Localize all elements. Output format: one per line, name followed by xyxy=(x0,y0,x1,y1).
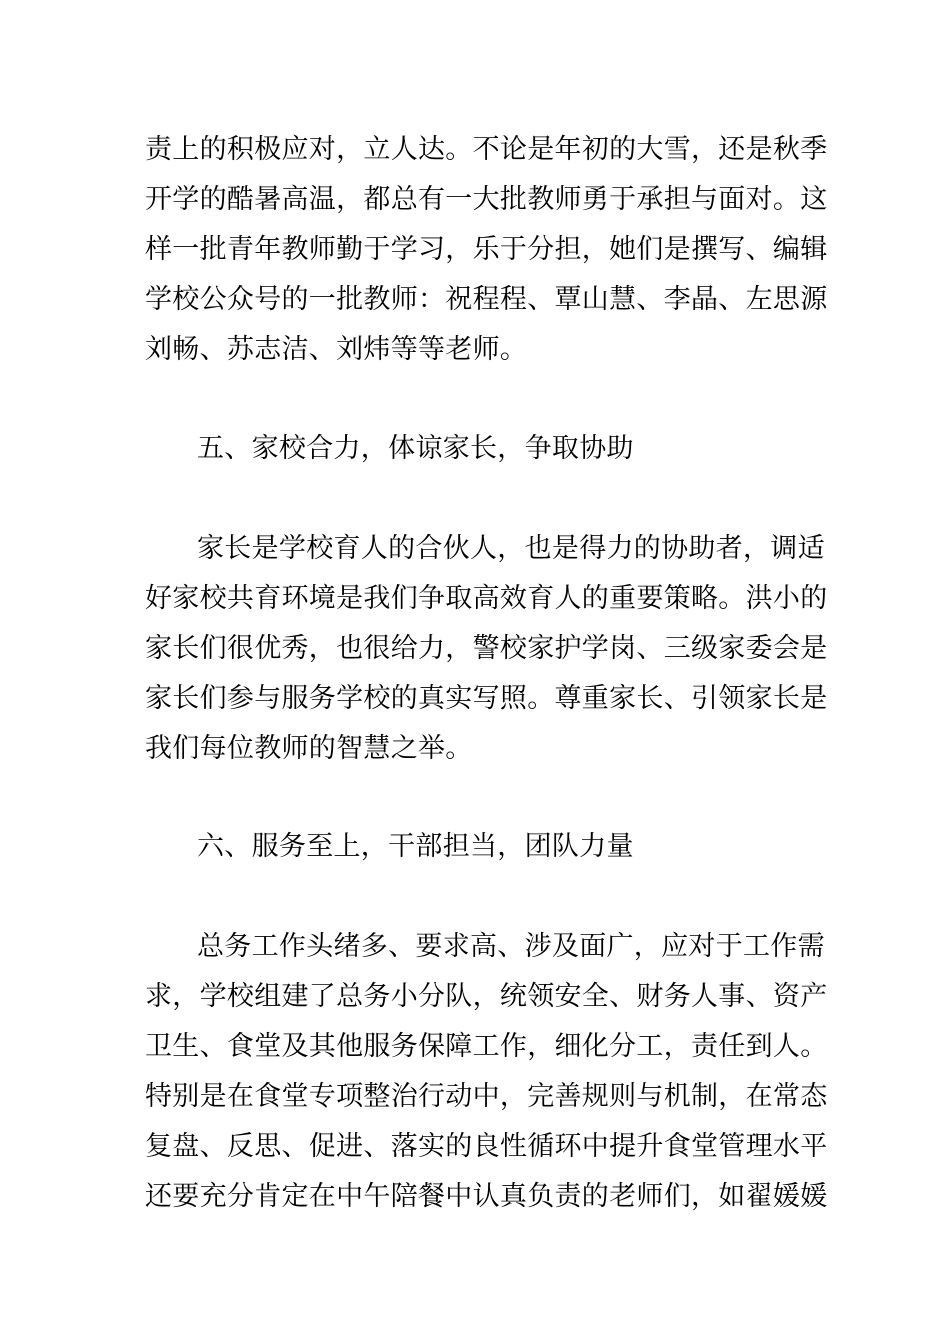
section-heading-5: 五、家校合力，体谅家长，争取协助 xyxy=(197,433,634,464)
paragraph-line: 求，学校组建了总务小分队，统领安全、财务人事、资产 xyxy=(145,981,828,1012)
paragraph-line: 复盘、反思、促进、落实的良性循环中提升食堂管理水平 xyxy=(145,1131,828,1162)
paragraph-line: 责上的积极应对，立人达。不论是年初的大雪，还是秋季 xyxy=(145,134,828,165)
paragraph-line: 家长们很优秀，也很给力，警校家护学岗、三级家委会是 xyxy=(145,633,828,664)
section-heading-6: 六、服务至上，干部担当，团队力量 xyxy=(197,831,634,862)
paragraph-line: 总务工作头绪多、要求高、涉及面广，应对于工作需 xyxy=(197,931,825,962)
paragraph-line: 家长是学校育人的合伙人，也是得力的协助者，调适 xyxy=(197,533,825,564)
paragraph-line: 学校公众号的一批教师：祝程程、覃山慧、李晶、左思源 xyxy=(145,284,828,315)
paragraph-line: 好家校共育环境是我们争取高效育人的重要策略。洪小的 xyxy=(145,583,828,614)
paragraph-line: 家长们参与服务学校的真实写照。尊重家长、引领家长是 xyxy=(145,683,828,714)
paragraph-line: 开学的酷暑高温，都总有一大批教师勇于承担与面对。这 xyxy=(145,184,828,215)
paragraph-line: 特别是在食堂专项整治行动中，完善规则与机制，在常态 xyxy=(145,1081,828,1112)
paragraph-line: 卫生、食堂及其他服务保障工作，细化分工，责任到人。 xyxy=(145,1031,828,1062)
paragraph-line: 我们每位教师的智慧之举。 xyxy=(145,733,473,764)
paragraph-line: 刘畅、苏志洁、刘炜等等老师。 xyxy=(145,334,528,365)
paragraph-line: 样一批青年教师勤于学习，乐于分担，她们是撰写、编辑 xyxy=(145,234,828,265)
paragraph-line: 还要充分肯定在中午陪餐中认真负责的老师们，如翟媛媛 xyxy=(145,1181,828,1212)
